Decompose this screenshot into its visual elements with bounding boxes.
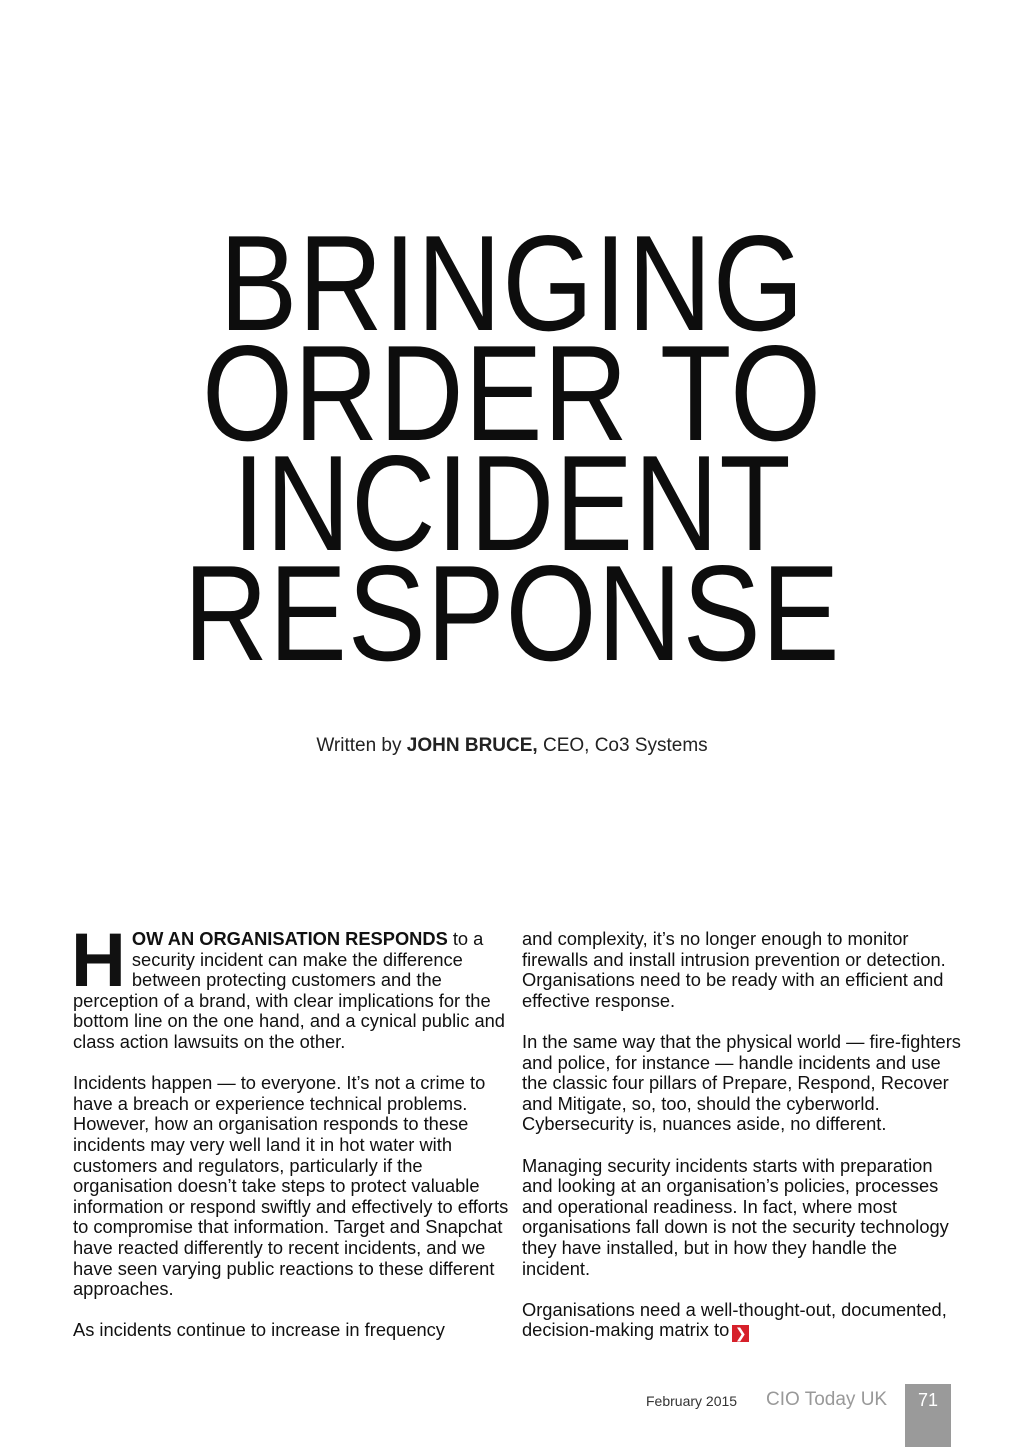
article-title [72, 207, 953, 689]
continue-arrow-icon[interactable]: ❯ [732, 1325, 749, 1342]
title-line: BRINGING [219, 207, 805, 359]
title-line: INCIDENT [232, 427, 792, 579]
article-paragraph: As incidents continue to increase in frequency [73, 1319, 445, 1341]
article-column-left [71, 918, 513, 1361]
title-line: RESPONSE [183, 537, 841, 689]
article-paragraph: and complexity, it’s no longer enough to monitor firewalls and install intrusion prevention or detection. Organisations need to be ready with an efficient and effective response. [522, 928, 946, 1011]
article-paragraph: Managing security incidents starts with preparation and looking at an organisation’s policies, processes and operational readiness. In fact, where most organisations fall down is not the security technology they have installed, but in how they handle the incident. [522, 1154, 949, 1279]
article-paragraph: In the same way that the physical world — fire-fighters and police, for instance — handle incidents and use the classic four pillars of Prepare, Respond, Recover and Mitigate, so, too, should the cyberworld. Cybersecurity is, nuances aside, no different. [522, 1030, 961, 1135]
page-number-box [905, 1384, 951, 1447]
byline-prefix: Written by [316, 735, 407, 756]
article-paragraph [71, 918, 513, 1053]
byline-author: JOHN BRUCE, [406, 735, 538, 756]
lead-in: OW AN ORGANISATION RESPONDS [131, 928, 448, 949]
drop-cap: H [71, 918, 126, 1003]
article-paragraph [522, 1300, 962, 1343]
article-paragraph: Incidents happen — to everyone. It’s not a crime to have a breach or experience technical problems. However, how an organisation responds to these incidents may very well land it in hot water with customers and regulators, particularly if the organisation doesn’t take steps to protect valuable information or respond swiftly and effectively to efforts to compromise that information. Target and Snapchat have reacted differently to recent incidents, and we have seen varying public reactions to these different approaches. [73, 1072, 509, 1300]
byline-role: CEO, Co3 Systems [537, 735, 708, 756]
article-column-right [522, 929, 962, 1363]
magazine-name: CIO Today UK [766, 1389, 888, 1410]
paragraph-text: to a security incident can make the difference between protecting customers and the perception of a brand, with clear implications for the bottom line on the one hand, and a cynical public and class action lawsuits on the other. [73, 928, 505, 1052]
byline [0, 735, 1024, 757]
title-line: ORDER TO [202, 317, 822, 469]
issue-date: February 2015 [646, 1393, 738, 1409]
paragraph-text: Organisations need a well-thought-out, documented, decision-making matrix to [522, 1298, 947, 1341]
page-number: 71 [917, 1390, 939, 1410]
